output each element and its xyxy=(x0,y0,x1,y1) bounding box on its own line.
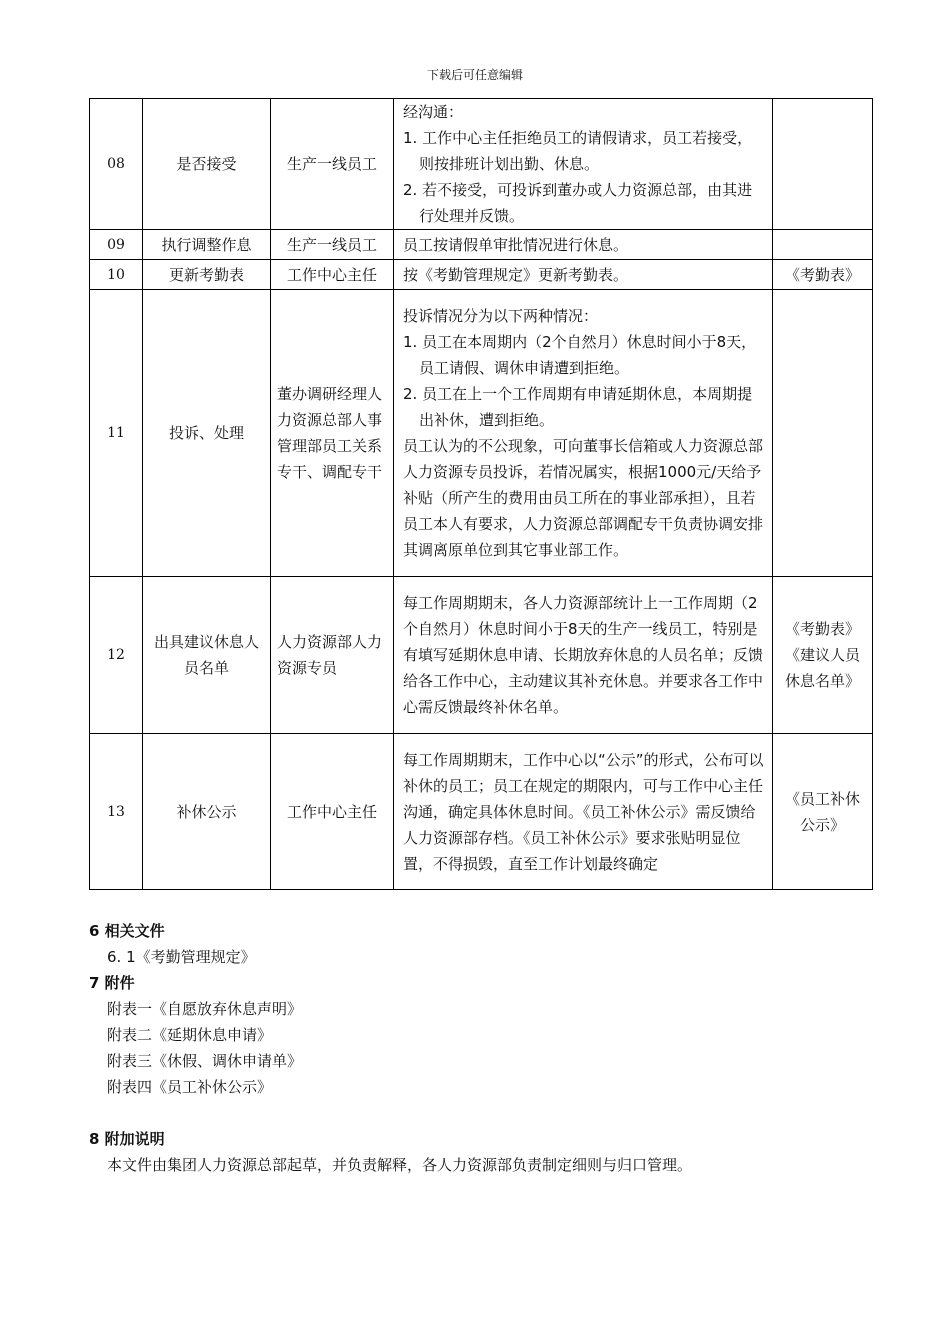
table-row xyxy=(90,577,873,734)
attachment-item: 附表二《延期休息申请》 xyxy=(107,1026,273,1044)
step-description xyxy=(394,260,773,290)
table-row xyxy=(90,734,873,890)
row-number: 12 xyxy=(90,577,143,734)
section-6-item: 6. 1《考勤管理规定》 xyxy=(107,948,256,966)
description-item: 1. 员工在本周期内（2个自然月）休息时间小于8天，员工请假、调休申请遭到拒绝。 xyxy=(403,333,757,377)
section-8-text: 本文件由集团人力资源总部起草，并负责解释，各人力资源部负责制定细则与归口管理。 xyxy=(107,1156,693,1174)
related-document xyxy=(773,290,873,577)
responsible-role: 生产一线员工 xyxy=(271,99,394,230)
related-document: 《考勤表》《建议人员休息名单》 xyxy=(773,577,873,734)
step-name: 投诉、处理 xyxy=(143,290,271,577)
description-intro: 经沟通： xyxy=(403,103,464,121)
table-row xyxy=(90,230,873,260)
step-name: 执行调整作息 xyxy=(143,230,271,260)
page-header: 下载后可任意编辑 xyxy=(426,68,523,82)
row-number: 10 xyxy=(90,260,143,290)
description-intro: 按《考勤管理规定》更新考勤表。 xyxy=(403,265,629,284)
description-item: 2. 若不接受，可投诉到董办或人力资源总部，由其进行处理并反馈。 xyxy=(403,181,753,225)
responsible-role: 工作中心主任 xyxy=(271,260,394,290)
table-row xyxy=(90,99,873,230)
description-intro: 每工作周期期末，工作中心以“公示”的形式，公布可以补休的员工；员工在规定的期限内，可与工作中心主任沟通，确定具体休息时间。《员工补休公示》需反馈给人力资源部存档。《员工补休公示》要求张贴明显位置，不得损毁，直至工作计划最终确定 xyxy=(403,750,764,873)
responsible-role: 生产一线员工 xyxy=(271,230,394,260)
step-name: 是否接受 xyxy=(143,99,271,230)
description-intro: 每工作周期期末，各人力资源部统计上一工作周期（2个自然月）休息时间小于8天的生产一线员工，特别是有填写延期休息申请、长期放弃休息的人员名单；反馈给各工作中心，主动建议其补充休息。并要求各工作中心需反馈最终补休名单。 xyxy=(403,594,764,716)
step-description xyxy=(394,230,773,260)
related-document: 《考勤表》 xyxy=(773,260,873,290)
attachment-item: 附表一《自愿放弃休息声明》 xyxy=(107,1000,303,1018)
responsible-role: 工作中心主任 xyxy=(271,734,394,890)
description-outro: 员工认为的不公现象，可向董事长信箱或人力资源总部人力资源专员投诉，若情况属实，根据1000元/天给予补贴（所产生的费用由员工所在的事业部承担），且若员工本人有要求，人力资源总部调配专干负责协调安排其调离原单位到其它事业部工作。 xyxy=(403,437,764,559)
section-7-title: 7 附件 xyxy=(89,974,135,992)
attachment-item: 附表三《休假、调休申请单》 xyxy=(107,1052,303,1070)
description-item: 2. 员工在上一个工作周期有申请延期休息，本周期提出补休，遭到拒绝。 xyxy=(403,385,753,429)
step-description xyxy=(394,734,773,890)
table-row xyxy=(90,290,873,577)
description-intro: 员工按请假单审批情况进行休息。 xyxy=(403,235,629,254)
step-name: 补休公示 xyxy=(143,734,271,890)
row-number: 09 xyxy=(90,230,143,260)
responsible-role: 董办调研经理人力资源总部人事管理部员工关系专干、调配专干 xyxy=(271,290,394,577)
step-description xyxy=(394,99,773,230)
row-number: 08 xyxy=(90,99,143,230)
attachment-item: 附表四《员工补休公示》 xyxy=(107,1078,273,1096)
description-item: 1. 工作中心主任拒绝员工的请假请求，员工若接受，则按排班计划出勤、休息。 xyxy=(403,129,753,173)
related-document xyxy=(773,99,873,230)
table-row xyxy=(90,260,873,290)
step-description xyxy=(394,577,773,734)
procedure-table xyxy=(89,98,873,890)
section-6-title: 6 相关文件 xyxy=(89,922,165,940)
row-number: 11 xyxy=(90,290,143,577)
row-number: 13 xyxy=(90,734,143,890)
step-description xyxy=(394,290,773,577)
responsible-role: 人力资源部人力资源专员 xyxy=(271,577,394,734)
related-document xyxy=(773,230,873,260)
related-document: 《员工补休公示》 xyxy=(773,734,873,890)
step-name: 出具建议休息人员名单 xyxy=(143,577,271,734)
description-intro: 投诉情况分为以下两种情况： xyxy=(403,307,599,325)
section-8-title: 8 附加说明 xyxy=(89,1130,165,1148)
step-name: 更新考勤表 xyxy=(143,260,271,290)
